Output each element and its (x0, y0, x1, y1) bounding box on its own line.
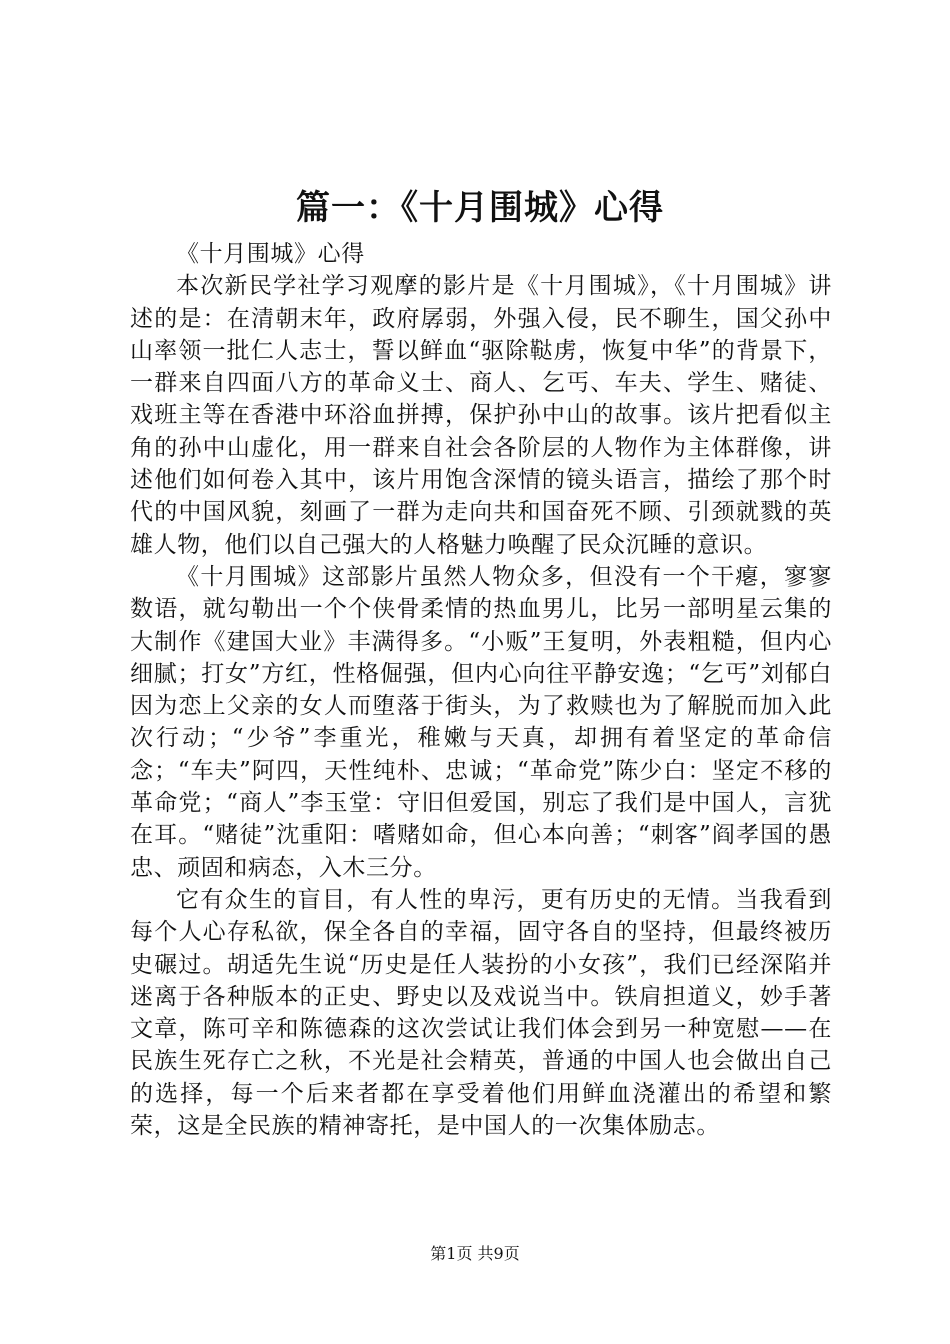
page-number-footer: 第1页 共9页 (430, 1244, 520, 1263)
body-paragraph-1: 本次新民学社学习观摩的影片是《十月围城》，《十月围城》讲述的是：在清朝末年，政府孱弱，外强入侵，民不聊生，国父孙中山率领一批仁人志士，誓以鲜血“驱除鞑虏，恢复中华”的背景下，一群来自四面八方的革命义士、商人、乞丐、车夫、学生、赌徒、戏班主等在香港中环浴血拼搏，保护孙中山的故事。该片把看似主角的孙中山虚化，用一群来自社会各阶层的人物作为主体群像，讲述他们如何卷入其中，该片用饱含深情的镜头语言，描绘了那个时代的中国风貌，刻画了一群为走向共和国奋死不顾、引颈就戮的英雄人物，他们以自己强大的人格魅力唤醒了民众沉睡的意识。 (130, 273, 832, 558)
body-paragraph-2: 《十月围城》这部影片虽然人物众多，但没有一个干瘪，寥寥数语，就勾勒出一个个侠骨柔情的热血男儿，比另一部明星云集的大制作《建国大业》丰满得多。“小贩”王复明，外表粗糙，但内心细腻；打女”方红，性格倔强，但内心向往平静安逸；“乞丐”刘郁白因为恋上父亲的女人而堕落于街头，为了救赎也为了解脱而加入此次行动；“少爷”李重光，稚嫩与天真，却拥有着坚定的革命信念；“车夫”阿四，天性纯朴、忠诚；“革命党”陈少白：坚定不移的革命党；“商人”李玉堂：守旧但爱国，别忘了我们是中国人，言犹在耳。“赌徒”沈重阳：嗜赌如命，但心本向善；“刺客”阎孝国的愚忠、顽固和病态，入木三分。 (130, 563, 832, 881)
body-paragraph-3: 它有众生的盲目，有人性的卑污，更有历史的无情。当我看到每个人心存私欲，保全各自的幸福，固守各自的坚持，但最终被历史碾过。胡适先生说“历史是任人装扮的小女孩”，我们已经深陷并迷离于各种版本的正史、野史以及戏说当中。铁肩担道义，妙手著文章，陈可辛和陈德森的这次尝试让我们体会到另一种宽慰——在民族生死存亡之秋，不光是社会精英，普通的中国人也会做出自己的选择，每一个后来者都在享受着他们用鲜血浇灌出的希望和繁荣，这是全民族的精神寄托，是中国人的一次集体励志。 (130, 886, 832, 1140)
document-title: 篇一：《十月围城》心得 (296, 188, 664, 228)
subtitle-paragraph: 《十月围城》心得 (176, 241, 365, 267)
document-body (130, 238, 832, 1142)
